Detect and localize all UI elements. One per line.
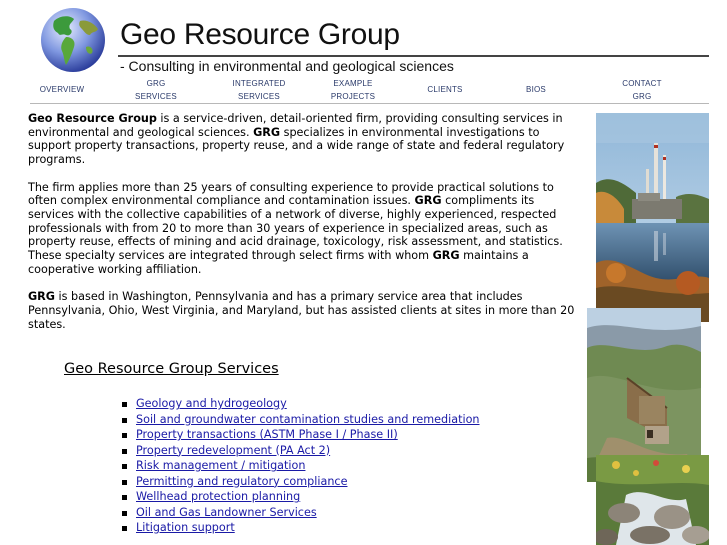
- nav-bios-label: BIOS: [526, 85, 546, 94]
- list-item: [122, 458, 480, 474]
- list-item: [122, 396, 480, 412]
- grg-abbrev: GRG: [253, 125, 281, 139]
- intro-p1-text-a: is a service-driven, detail-oriented firm, providing consulting services in environmental and geological sciences.: [28, 112, 563, 139]
- nav-example-projects-label-2: PROJECTS: [330, 92, 376, 101]
- intro-paragraph-1: [28, 112, 583, 167]
- services-heading: Geo Resource Group Services: [64, 361, 279, 377]
- service-link-property-redevelopment[interactable]: Property redevelopment (PA Act 2): [136, 443, 331, 457]
- nav-example-projects[interactable]: [324, 77, 382, 103]
- site-tagline: - Consulting in environmental and geological sciences: [120, 58, 454, 74]
- list-item: [122, 443, 480, 459]
- nav-example-projects-label-1: EXAMPLE: [333, 79, 373, 88]
- services-list: [122, 396, 480, 536]
- intro-paragraph-2: [28, 181, 583, 277]
- stream-photo: [596, 455, 709, 545]
- power-plant-image: [596, 113, 709, 322]
- intro-p2-text-b: compliments its services with the collective capabilities of a network of diverse, highly experienced, respected professionals with from 20 to more than 30 years of experience in specialized areas, such as property reuse, effects of mining and acid drainage, toxicology, risk assessment, and statistics. These specialty services are integrated through select firms with whom: [28, 194, 563, 263]
- nav-grg-services[interactable]: [128, 77, 184, 103]
- intro-p2-text-c: maintains a cooperative working affiliation.: [28, 249, 529, 276]
- nav-overview[interactable]: [34, 83, 90, 96]
- service-link-permitting[interactable]: Permitting and regulatory compliance: [136, 474, 348, 488]
- nav-clients-label: CLIENTS: [427, 85, 463, 94]
- main-nav: [30, 77, 709, 103]
- nav-contact-grg-label-1: CONTACT: [622, 79, 662, 88]
- intro-content: [28, 112, 583, 345]
- service-link-wellhead[interactable]: Wellhead protection planning: [136, 490, 301, 503]
- grg-abbrev: GRG: [432, 249, 460, 263]
- service-link-contamination[interactable]: Soil and groundwater contamination studies and remediation: [136, 412, 480, 426]
- intro-paragraph-3: [28, 290, 583, 331]
- nav-contact-grg[interactable]: [614, 77, 670, 103]
- nav-bios[interactable]: [514, 83, 558, 96]
- service-link-property-transactions[interactable]: Property transactions (ASTM Phase I / Phase II): [136, 428, 398, 441]
- nav-integrated-services-label-1: INTEGRATED: [232, 79, 286, 88]
- nav-overview-label: OVERVIEW: [39, 85, 85, 94]
- nav-grg-services-label-2: SERVICES: [135, 92, 177, 101]
- list-item: [122, 474, 480, 490]
- nav-grg-services-label-1: GRG: [146, 79, 166, 88]
- list-item: [122, 489, 480, 505]
- intro-p1-text-b: specializes in environmental investigations to support property transactions, property reuse, and a wide range of state and federal regulatory programs.: [28, 125, 565, 167]
- nav-contact-grg-label-2: GRG: [632, 92, 652, 101]
- list-item: [122, 520, 480, 536]
- intro-p3-text: is based in Washington, Pennsylvania and has a primary service area that includes Pennsylvania, Ohio, West Virginia, and Maryland, but has assisted clients at sites in more than 20 states.: [28, 290, 575, 331]
- service-link-geology[interactable]: Geology and hydrogeology: [136, 397, 287, 410]
- service-link-risk-management[interactable]: Risk management / mitigation: [136, 459, 306, 472]
- list-item: [122, 427, 480, 443]
- nav-integrated-services[interactable]: [226, 77, 292, 103]
- globe-icon: [40, 7, 106, 73]
- title-divider: [118, 55, 709, 57]
- company-name: Geo Resource Group: [28, 112, 157, 125]
- power-plant-photo: [596, 113, 709, 322]
- site-title: Geo Resource Group: [120, 18, 400, 51]
- nav-divider: [30, 103, 709, 104]
- list-item: [122, 412, 480, 428]
- globe-logo: [40, 7, 106, 73]
- nav-clients[interactable]: [418, 83, 472, 96]
- grg-abbrev: GRG: [28, 290, 55, 304]
- list-item: [122, 505, 480, 521]
- grg-abbrev: GRG: [414, 194, 442, 208]
- service-link-litigation[interactable]: Litigation support: [136, 521, 235, 534]
- nav-integrated-services-label-2: SERVICES: [238, 92, 280, 101]
- intro-p2-text-a: The firm applies more than 25 years of consulting experience to provide practical solutions to often complex environmental compliance and contamination issues.: [28, 180, 554, 208]
- stream-image: [596, 455, 709, 545]
- service-link-oil-gas[interactable]: Oil and Gas Landowner Services: [136, 505, 317, 519]
